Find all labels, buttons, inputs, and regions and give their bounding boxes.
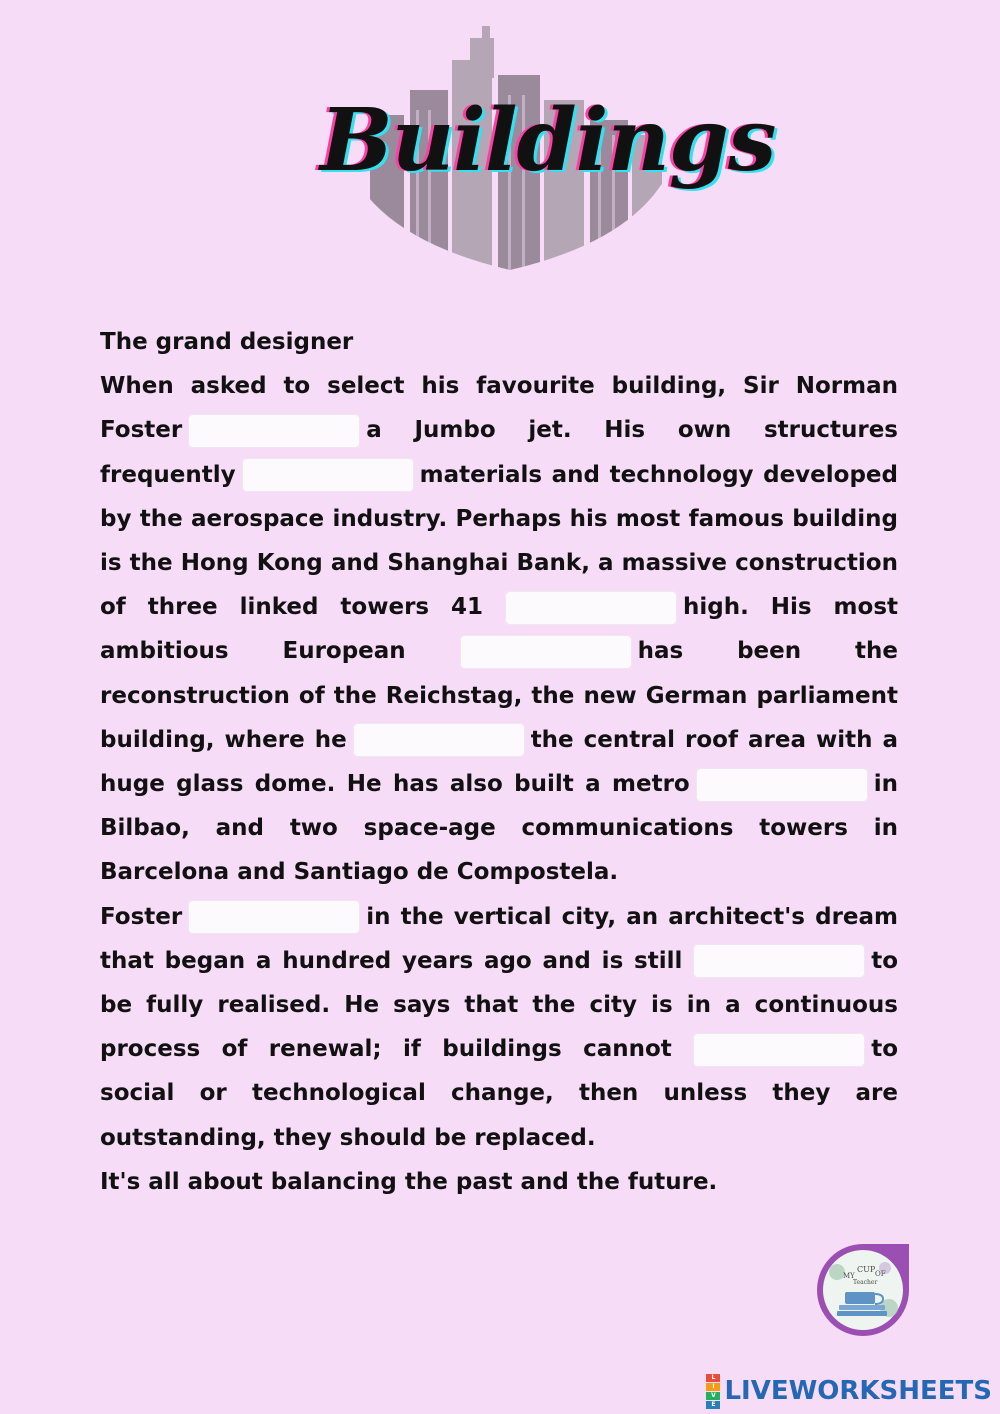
liveworksheets-brand bbox=[706, 1373, 992, 1408]
liveworksheets-icon bbox=[706, 1374, 720, 1409]
text-segment: the central roof area with a huge glass dome. He has also built a metro bbox=[100, 726, 898, 798]
text-segment: to be fully realised. He says that the city is in a continuous process of renewal; if buildings cannot bbox=[100, 947, 899, 1063]
answer-blank-9[interactable] bbox=[693, 1033, 865, 1067]
logo-text-my: MY bbox=[843, 1272, 855, 1280]
answer-blank-6[interactable] bbox=[696, 768, 868, 802]
closing-line: It's all about balancing the past and the future. bbox=[100, 1168, 718, 1195]
answer-blank-5[interactable] bbox=[353, 723, 525, 757]
answer-blank-3[interactable] bbox=[505, 591, 677, 625]
text-segment: high. His most ambitious European bbox=[100, 594, 899, 665]
brand-mark-letter: I bbox=[706, 1383, 720, 1391]
brand-name: LIVEWORKSHEETS bbox=[724, 1376, 992, 1406]
article bbox=[100, 320, 898, 1204]
header bbox=[300, 20, 776, 280]
answer-blank-8[interactable] bbox=[693, 944, 865, 978]
text-segment: in the vertical city, an architect's dream that began a hundred years ago and is still bbox=[100, 903, 898, 974]
logo-text-of: OF bbox=[875, 1270, 886, 1278]
logo-text-teacher: Teacher bbox=[853, 1279, 878, 1286]
paragraph-1 bbox=[100, 364, 898, 894]
brand-mark-letter: E bbox=[706, 1401, 720, 1409]
logo-text-cup: CUP bbox=[857, 1265, 876, 1274]
brand-mark-letter: L bbox=[706, 1374, 720, 1382]
text-segment: in Bilbao, and two space-age communications towers in Barcelona and Santiago de Compostela. bbox=[100, 771, 898, 886]
answer-blank-7[interactable] bbox=[188, 900, 360, 934]
paragraph-2 bbox=[100, 895, 898, 1160]
answer-blank-4[interactable] bbox=[460, 635, 632, 669]
answer-blank-2[interactable] bbox=[242, 458, 414, 492]
article-heading: The grand designer bbox=[100, 329, 354, 355]
brand-mark-letter: V bbox=[706, 1392, 720, 1400]
text-segment: a Jumbo jet. His own structures frequently bbox=[100, 417, 898, 488]
page-title: Buildings bbox=[320, 90, 776, 191]
answer-blank-1[interactable] bbox=[188, 414, 360, 448]
text-segment: When asked to select his favourite building, Sir Norman Foster bbox=[100, 373, 898, 444]
text-segment: Foster bbox=[100, 903, 183, 930]
text-segment: has been the reconstruction of the Reichstag, the new German parliament building, where he bbox=[100, 638, 898, 753]
text-segment: materials and technology developed by the aerospace industry. Perhaps his most famous building is the Hong Kong and Shanghai Bank, a massive construction of three linked towers 41 bbox=[100, 461, 898, 621]
text-segment: to social or technological change, then unless they are outstanding, they should be replaced. bbox=[100, 1036, 898, 1151]
my-cup-of-teacher-logo bbox=[815, 1242, 911, 1338]
